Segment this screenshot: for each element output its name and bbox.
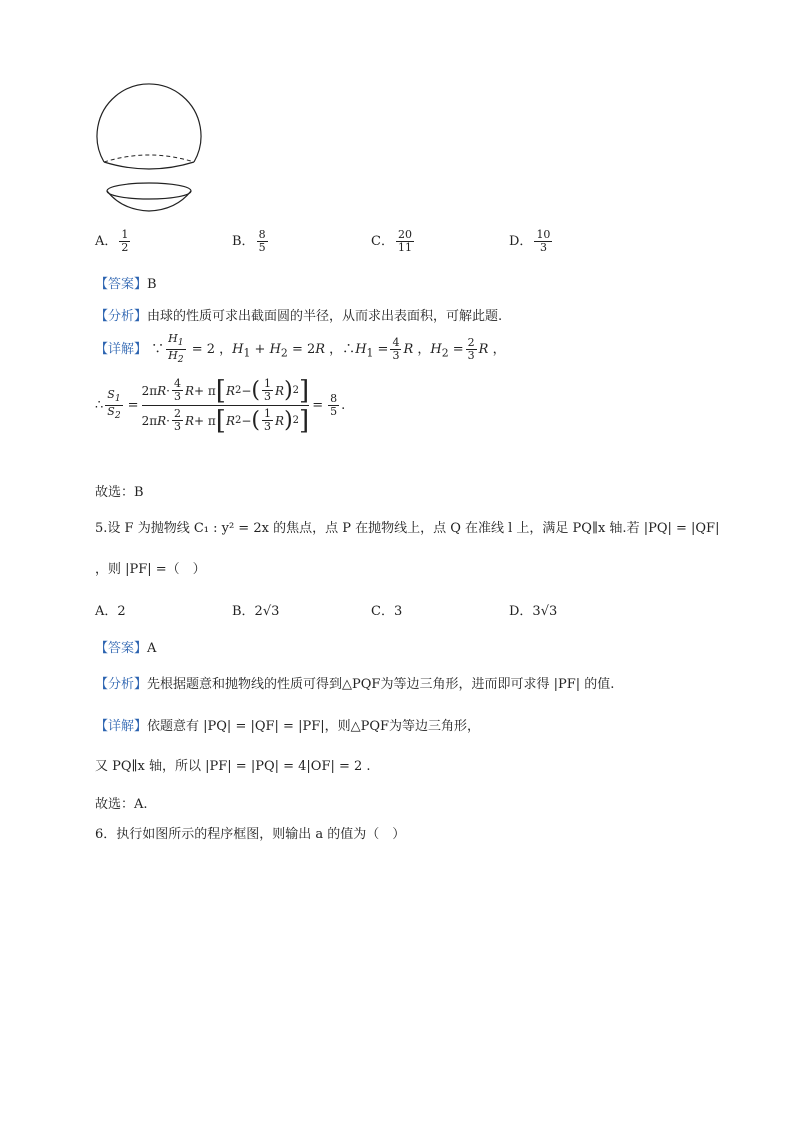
q6-stem: 6．执行如图所示的程序框图，则输出 a 的值为（ ） [95, 827, 406, 842]
q4-option-b: B． $\frac{8}{5}$ [232, 228, 266, 254]
q4-answer: 【答案】B [95, 277, 157, 292]
q5-option-d: D．3√3 [509, 604, 558, 619]
sphere-figure [92, 82, 206, 218]
q5-stem-line1: 5.设 F 为抛物线 C₁ : y² = 2x 的焦点，点 P 在抛物线上，点 Q 在准线 l 上，满足 PQ∥x 轴.若 |PQ| = |QF| [95, 521, 720, 536]
q5-detail-line2: 又 PQ∥x 轴，所以 |PF| = |PQ| = 4|OF| = 2 . [95, 759, 371, 774]
q5-option-c: C．3 [371, 604, 403, 619]
q4-option-d: D． $\frac{10}{3}$ [509, 228, 551, 254]
q5-detail-line1: 【详解】依题意有 |PQ| = |QF| = |PF|，则△PQF为等边三角形， [95, 719, 481, 734]
q4-option-a: A． $\frac{1}{2}$ [95, 228, 129, 254]
q5-conclusion: 故选：A. [95, 797, 148, 812]
q4-detail-formula-1: 【详解】 ∵ $\frac{H_1}{H_2}$ = 2 ，$H_1 + H_2 = 2R$ ，$\therefore H_1$ = $\frac{4}{3}$ R ，$H_2$ = $\frac{2}{3}$ R ， [95, 332, 506, 366]
q5-answer: 【答案】A [95, 641, 157, 656]
q4-analysis: 【分析】由球的性质可求出截面圆的半径，从而求出表面积，可解此题. [95, 309, 503, 324]
q4-option-c: C． $\frac{20}{11}$ [371, 228, 412, 254]
q5-analysis: 【分析】先根据题意和抛物线的性质可得到△PQF为等边三角形，进而即可求得 |PF| 的值. [95, 677, 615, 692]
q5-option-a: A．2 [95, 604, 126, 619]
q5-stem-line2: ，则 |PF| =（ ） [95, 562, 206, 577]
q4-conclusion: 故选：B [95, 485, 144, 500]
q4-detail-formula-2: ∴ $\frac{S_1}{S_2}$ = 2π R · $\frac{4}{3}$ R + π [ R 2 − ( $\frac{1}{3}$ R ) 2 ] 2π R · $\frac{2}{3}$ R + π [ R 2 − ( $\frac{1}{3}$ R ) 2 ] = $\frac{8}{5}$ . [95, 375, 346, 436]
q5-option-b: B．2√3 [232, 604, 280, 619]
